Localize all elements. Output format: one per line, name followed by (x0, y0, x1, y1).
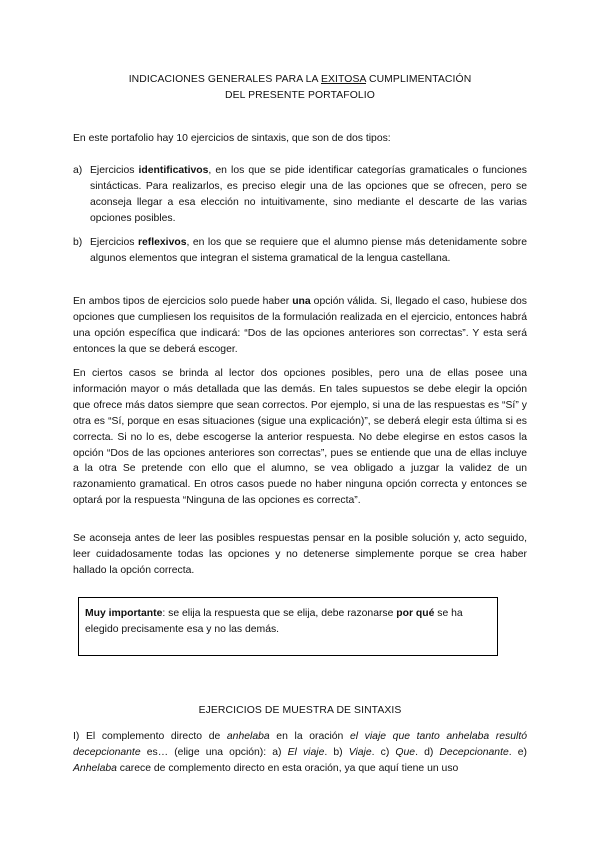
ambos-bold: una (292, 296, 311, 307)
ex1-t7: . e) (508, 746, 527, 758)
list-marker-b: b) (73, 237, 83, 248)
ex1-i5: Que (395, 746, 416, 758)
ex1-t6: . d) (415, 746, 440, 758)
list-marker-a: a) (73, 165, 83, 176)
paragraph-aconseja: Se aconseja antes de leer las posibles respuestas pensar en la posible solución y, acto seguido, leer cuidadosamente todas las opciones y no detenerse simplemente porque se crea haber hallado la opción correcta. (73, 533, 527, 576)
paragraph-ciertos-casos: En ciertos casos se brinda al lector dos opciones posibles, pero una de ellas posee una información mayor o más detallada que las demás. En tales supuestos se debe elegir la opción que ofrece más datos siempre que sean correctos. Por ejemplo, si una de las respuestas es “Sí” y otra es “Sí, porque en esas situaciones (sigue una explicación)”, se deberá elegir esta última si es correcta. Si no lo es, debe escogerse la anterior respuesta. No debe elegirse en estos casos la opción “Dos de las opciones anteriores son correctas”, pues se entiende que una de ellas incluye a la otra Se pretende con ello que el alumno, se vea obligado a juzgar la validez de un razonamiento gramatical. En otros casos puede no haber ninguna opción correcta y entonces se optará por la respuesta “Ninguna de las opciones es correcta”. (73, 368, 527, 507)
title-line1-pre: INDICACIONES GENERALES PARA LA (128, 74, 321, 85)
item-a-bold: identificativos (138, 165, 209, 176)
ambos-pre: En ambos tipos de ejercicios solo puede haber (73, 296, 293, 307)
ex1-t8: carece de complemento directo en esta oración, ya que aquí tiene un uso (116, 762, 459, 774)
list-item-a (73, 163, 527, 227)
document-subtitle: DEL PRESENTE PORTAFOLIO (225, 90, 375, 101)
important-label: Muy importante (85, 608, 163, 619)
important-post: se ha elegido precisamente esa y no las demás. (85, 608, 463, 635)
intro-paragraph: En este portafolio hay 10 ejercicios de sintaxis, que son de dos tipos: (73, 133, 391, 144)
paragraph-ambos-tipos (73, 294, 527, 358)
ex1-t1: I) El complemento directo de (73, 731, 227, 742)
important-notice-box (78, 597, 498, 656)
item-b-post: , en los que se requiere que el alumno piense más detenidamente sobre algunos elementos que integran el sistema gramatical de la lengua castellana. (90, 237, 527, 264)
document-title (0, 74, 600, 85)
ex1-i2: el viaje que tanto anhelaba resultó decepcionante (73, 731, 527, 758)
ex1-i7: Anhelaba (73, 762, 117, 774)
item-a-post: , en los que se pide identificar categorías gramaticales o funciones sintácticas. Para realizarlos, es preciso elegir una de las opciones que se ofrecen, pero se aconseja llegar a esa elección no intuitivamente, sino mediante el descarte de las varias opciones posibles. (90, 165, 527, 224)
ex1-t3: es… (elige una opción): a) (140, 746, 288, 758)
ex1-i6: Decepcionante (439, 746, 509, 758)
list-item-b (73, 235, 527, 267)
section-title: EJERCICIOS DE MUESTRA DE SINTAXIS (198, 705, 402, 716)
item-b-pre: Ejercicios (90, 237, 138, 248)
ex1-i3: El viaje (287, 746, 325, 758)
title-line1-post: CUMPLIMENTACIÓN (365, 74, 472, 85)
ex1-t5: . c) (371, 746, 396, 758)
ambos-post: opción válida. Si, llegado el caso, hubiese dos opciones que cumpliesen los requisitos de la formulación realizada en el ejercicio, entonces habrá una opción específica que indicará: “Dos de las opciones anteriores son correctas”. Y esta será entonces la que se deberá escoger. (73, 296, 527, 355)
item-a-pre: Ejercicios (90, 165, 139, 176)
important-bold: por qué (396, 608, 435, 619)
exercise-1 (73, 729, 527, 777)
important-pre: : se elija la respuesta que se elija, debe razonarse (162, 608, 397, 619)
ex1-t4: . b) (324, 746, 349, 758)
item-b-bold: reflexivos (137, 237, 187, 248)
ex1-i4: Viaje (348, 746, 372, 758)
ex1-i1: anhelaba (226, 731, 270, 742)
title-emphasis: EXITOSA (321, 74, 366, 85)
important-notice-text (85, 606, 491, 638)
ex1-t2: en la oración (269, 731, 350, 742)
